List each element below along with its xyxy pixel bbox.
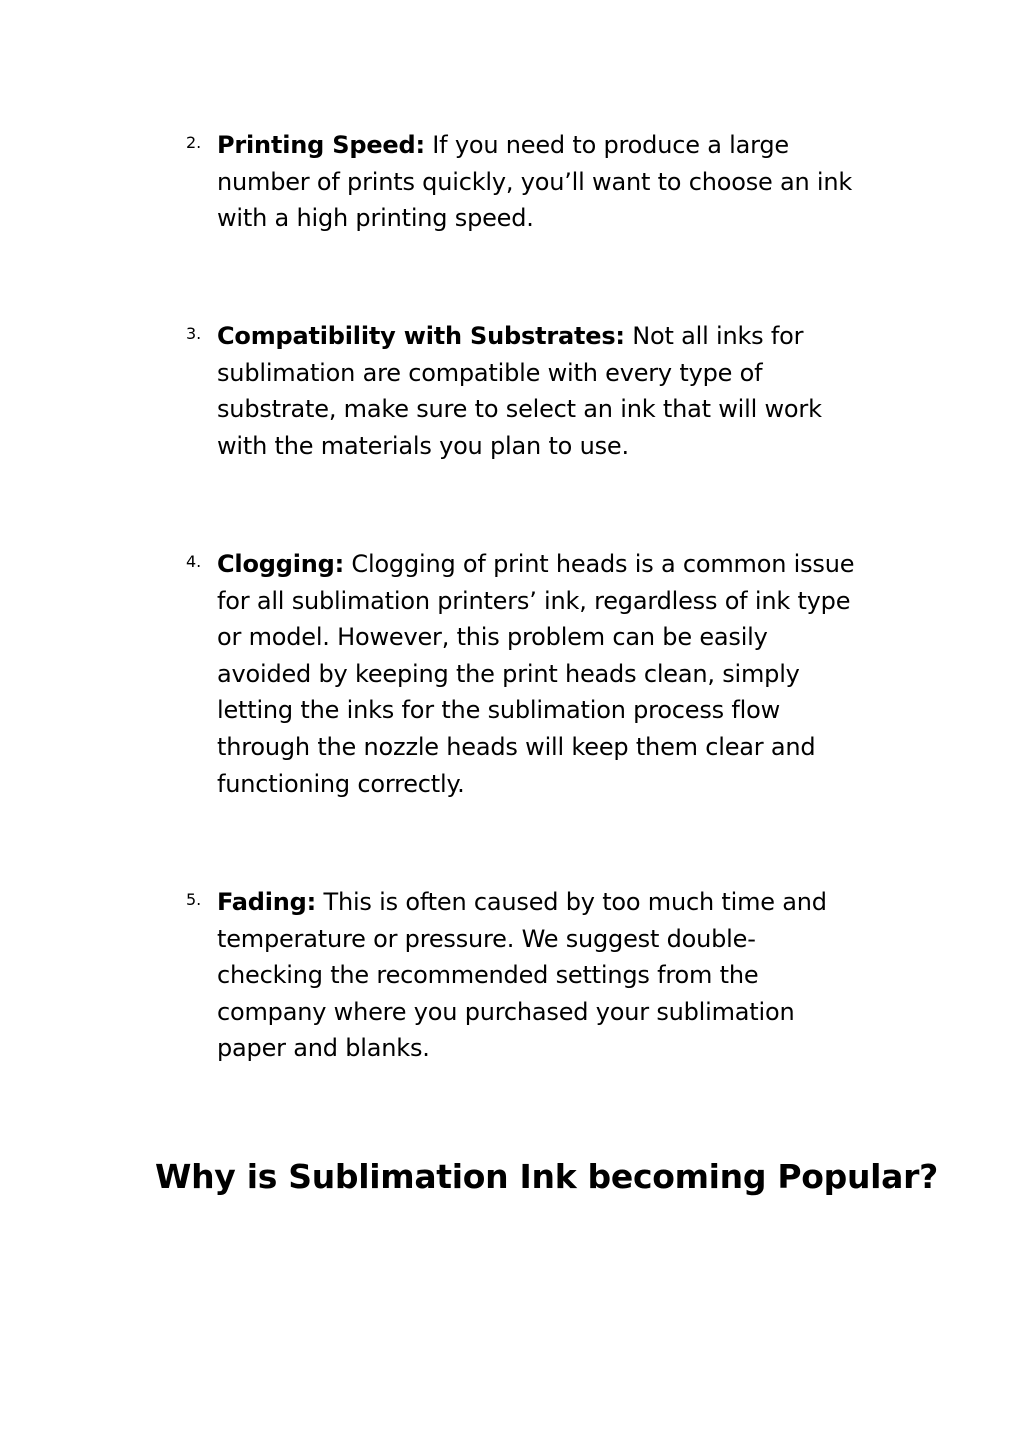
list-item-line: functioning correctly. <box>217 769 465 798</box>
list-item-first-line <box>217 318 887 355</box>
list-item-line: substrate, make sure to select an ink that will work <box>217 395 822 424</box>
list-item-number: 4. <box>186 552 202 571</box>
list-item-first-line <box>217 884 887 921</box>
list-item-number: 2. <box>186 133 202 152</box>
list-item-text <box>217 318 887 464</box>
list-item-line: through the nozzle heads will keep them clear and <box>217 732 816 761</box>
list-item-first-line <box>217 127 887 164</box>
list-item-first-line <box>217 546 887 583</box>
list-item-line: company where you purchased your sublimation <box>217 997 795 1026</box>
list-item-line: avoided by keeping the print heads clean, simply <box>217 659 800 688</box>
list-item-term: Compatibility with Substrates: <box>217 322 625 350</box>
list-item-line: with the materials you plan to use. <box>217 431 629 460</box>
list-item-line: with a high printing speed. <box>217 204 534 233</box>
section-heading: Why is Sublimation Ink becoming Popular? <box>155 1157 938 1196</box>
list-item-term: Fading: <box>217 888 317 916</box>
list-item-term: Printing Speed: <box>217 131 425 159</box>
list-item-term: Clogging: <box>217 550 344 578</box>
list-item-line: If you need to produce a large <box>424 131 789 159</box>
list-item-text <box>217 884 887 1067</box>
list-item-line: sublimation are compatible with every type of <box>217 358 763 387</box>
list-item-line: letting the inks for the sublimation process flow <box>217 696 781 725</box>
list-item-line: paper and blanks. <box>217 1034 430 1063</box>
list-item-line: for all sublimation printers’ ink, regardless of ink type <box>217 586 851 615</box>
list-item-line: temperature or pressure. We suggest double- <box>217 924 756 953</box>
list-item-number: 3. <box>186 324 202 343</box>
list-item-line: checking the recommended settings from the <box>217 961 759 990</box>
list-item-text <box>217 546 887 802</box>
list-item-line: number of prints quickly, you’ll want to choose an ink <box>217 167 853 196</box>
list-item-line: Not all inks for <box>624 322 804 350</box>
list-item-line: This is often caused by too much time and <box>316 888 827 916</box>
list-item-line: or model. However, this problem can be easily <box>217 623 768 652</box>
list-item-number: 5. <box>186 890 202 909</box>
list-item-line: Clogging of print heads is a common issue <box>343 550 855 578</box>
list-item-text <box>217 127 887 237</box>
